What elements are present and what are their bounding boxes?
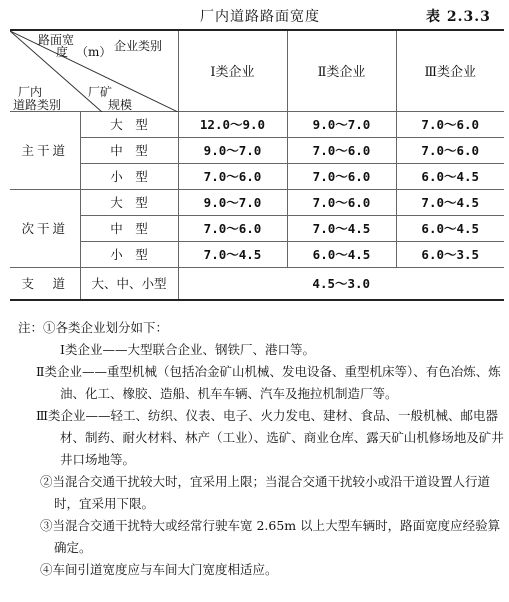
corner-internal: 厂内 (18, 85, 43, 99)
size-label: 大 型 (80, 111, 178, 137)
corner-road-width-2: 度 (56, 45, 69, 59)
size-label: 小 型 (80, 241, 178, 267)
value-cell: 7.0～6.0 (396, 137, 504, 163)
table-row (10, 267, 504, 300)
note-4: ④车间引道宽度应与车间大门宽度相适应。 (40, 562, 278, 577)
value-cell: 12.0～9.0 (178, 111, 287, 137)
column-header-class3: Ⅲ类企业 (396, 30, 504, 111)
group-label-branch-road: 支 道 (10, 267, 80, 300)
road-width-table (10, 29, 504, 301)
column-header-class2: Ⅱ类企业 (287, 30, 396, 111)
value-cell: 7.0～6.0 (178, 215, 287, 241)
value-cell: 7.0～6.0 (287, 189, 396, 215)
note-class1: Ⅰ类企业——大型联合企业、钢铁厂、港口等。 (60, 342, 315, 357)
notes-section (18, 317, 504, 581)
note-class2: Ⅱ类企业——重型机械（包括冶金矿山机械、发电设备、重型机床等）、有色冶炼、炼油、化工、橡胶、造船、机车车辆、汽车及拖拉机制造厂等。 (36, 364, 501, 401)
value-cell: 6.0～4.5 (396, 163, 504, 189)
note-3: ③当混合交通干扰特大或经常行驶车宽 2.65m 以上大型车辆时，路面宽度应经验算确定。 (40, 518, 501, 555)
value-cell: 9.0～7.0 (178, 189, 287, 215)
note-class3: Ⅲ类企业——轻工、纺织、仪表、电子、火力发电、建材、食品、一般机械、邮电器材、制药、耐火材料、林产（工业）、选矿、商业仓库、露天矿山机修场地及矿井井口场地等。 (36, 408, 504, 467)
table-row (10, 189, 504, 215)
note-2: ②当混合交通干扰较大时，宜采用上限；当混合交通干扰较小或沿干道设置人行道时，宜采用下限。 (40, 474, 491, 511)
table-row (10, 163, 504, 189)
value-cell: 7.0～4.5 (396, 189, 504, 215)
corner-scale: 规模 (108, 98, 133, 112)
group-label-main-road: 主干道 (10, 111, 80, 189)
size-label: 小 型 (80, 163, 178, 189)
diagonal-header-cell (10, 30, 178, 111)
value-cell: 6.0～4.5 (396, 215, 504, 241)
size-label: 中 型 (80, 215, 178, 241)
corner-enterprise-type: 企业类别 (114, 39, 163, 53)
table-row (10, 241, 504, 267)
corner-road-type: 道路类别 (13, 98, 62, 112)
value-cell: 7.0～6.0 (178, 163, 287, 189)
value-cell: 7.0～6.0 (287, 163, 396, 189)
corner-factory: 厂矿 (88, 85, 113, 99)
value-cell: 9.0～7.0 (287, 111, 396, 137)
size-label: 中 型 (80, 137, 178, 163)
table-row (10, 111, 504, 137)
column-header-class1: Ⅰ类企业 (178, 30, 287, 111)
note-intro: 注：①各类企业划分如下： (18, 320, 169, 335)
group-label-secondary-road: 次干道 (10, 189, 80, 267)
value-cell: 7.0～4.5 (287, 215, 396, 241)
table-title: 厂内道路路面宽度 (200, 9, 320, 25)
value-cell: 7.0～6.0 (396, 111, 504, 137)
table-row (10, 137, 504, 163)
value-cell-merged: 4.5～3.0 (178, 267, 504, 300)
corner-road-width: 路面宽 (38, 33, 75, 47)
value-cell: 7.0～4.5 (178, 241, 287, 267)
value-cell: 6.0～4.5 (287, 241, 396, 267)
value-cell: 9.0～7.0 (178, 137, 287, 163)
corner-unit: （m） (76, 45, 112, 59)
table-number: 表 2.3.3 (426, 9, 491, 25)
size-label: 大 型 (80, 189, 178, 215)
size-label: 大、中、小型 (80, 267, 178, 300)
table-row (10, 215, 504, 241)
value-cell: 7.0～6.0 (287, 137, 396, 163)
value-cell: 6.0～3.5 (396, 241, 504, 267)
